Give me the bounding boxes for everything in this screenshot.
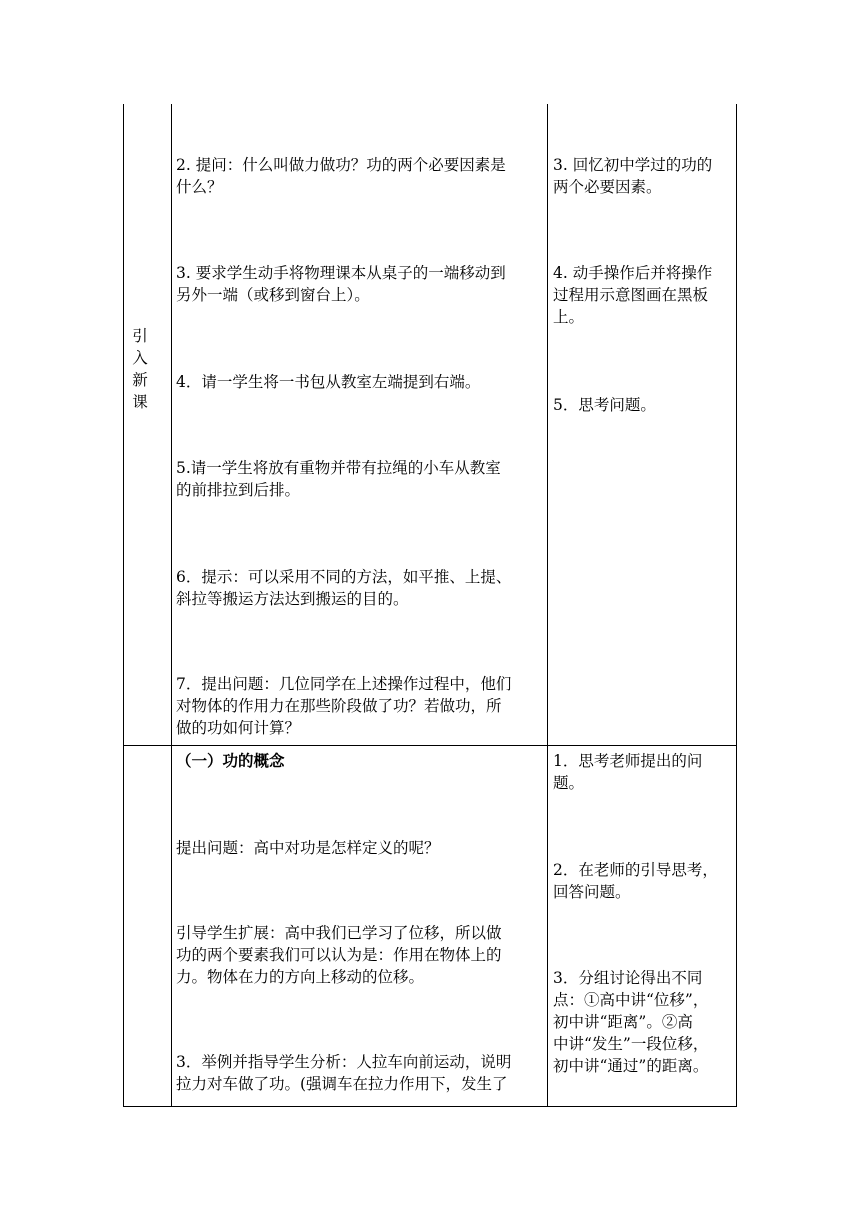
- table-border-left: [123, 104, 124, 1107]
- section-label-char: 入: [132, 349, 148, 367]
- section-label-char: 课: [132, 393, 148, 411]
- section-label: [130, 325, 150, 413]
- table-border-bottom: [123, 1106, 737, 1107]
- teacher-question: 提出问题：高中对功是怎样定义的呢？: [176, 839, 440, 857]
- teacher-step-6: 6．提示：可以采用不同的方法，如平推、上提、 斜拉等搬运方法达到搬运的目的。: [176, 568, 512, 608]
- student-step-2: 2．在老师的引导思考， 回答问题。: [553, 861, 718, 901]
- section-heading: （一）功的概念: [176, 751, 285, 770]
- student-step-4: 4. 动手操作后并将操作 过程用示意图画在黑板 上。: [553, 264, 713, 326]
- teacher-step-3: 3. 要求学生动手将物理课本从桌子的一端移动到 另外一端（或移到窗台上）。: [176, 264, 506, 304]
- teacher-step-4: 4．请一学生将一书包从教室左端提到右端。: [176, 373, 481, 391]
- table-border-right: [736, 104, 737, 1107]
- teacher-guidance: 引导学生扩展：高中我们已学习了位移，所以做 功的两个要素我们可以认为是：作用在物体上的 力。物体在力的方向上移动的位移。: [176, 924, 502, 986]
- student-step-1: 1．思考老师提出的问 题。: [553, 752, 703, 792]
- section-label-char: 引: [132, 327, 148, 345]
- table-divider-col1: [171, 104, 172, 1107]
- section-label-char: 新: [132, 371, 148, 389]
- student-step-5: 5．思考问题。: [553, 396, 656, 414]
- student-step-3-discussion: 3．分组讨论得出不同 点：①高中讲“位移”， 初中讲“距离”。②高 中讲“发生”一段位移， 初中讲“通过”的距离。: [553, 969, 709, 1075]
- teacher-step-2: 2. 提问：什么叫做力做功？功的两个必要因素是 什么？: [176, 156, 506, 196]
- teacher-example: 3．举例并指导学生分析：人拉车向前运动，说明 拉力对车做了功。(强调车在拉力作用下，发生了: [176, 1053, 512, 1093]
- table-row-divider: [123, 745, 737, 746]
- table-divider-col2: [547, 104, 548, 1107]
- student-step-3: 3. 回忆初中学过的功的 两个必要因素。: [553, 156, 713, 196]
- teacher-step-7: 7．提出问题：几位同学在上述操作过程中，他们 对物体的作用力在那些阶段做了功？若做功，所 做的功如何计算？: [176, 675, 512, 737]
- teacher-step-5: 5.请一学生将放有重物并带有拉绳的小车从教室 的前排拉到后排。: [176, 459, 501, 499]
